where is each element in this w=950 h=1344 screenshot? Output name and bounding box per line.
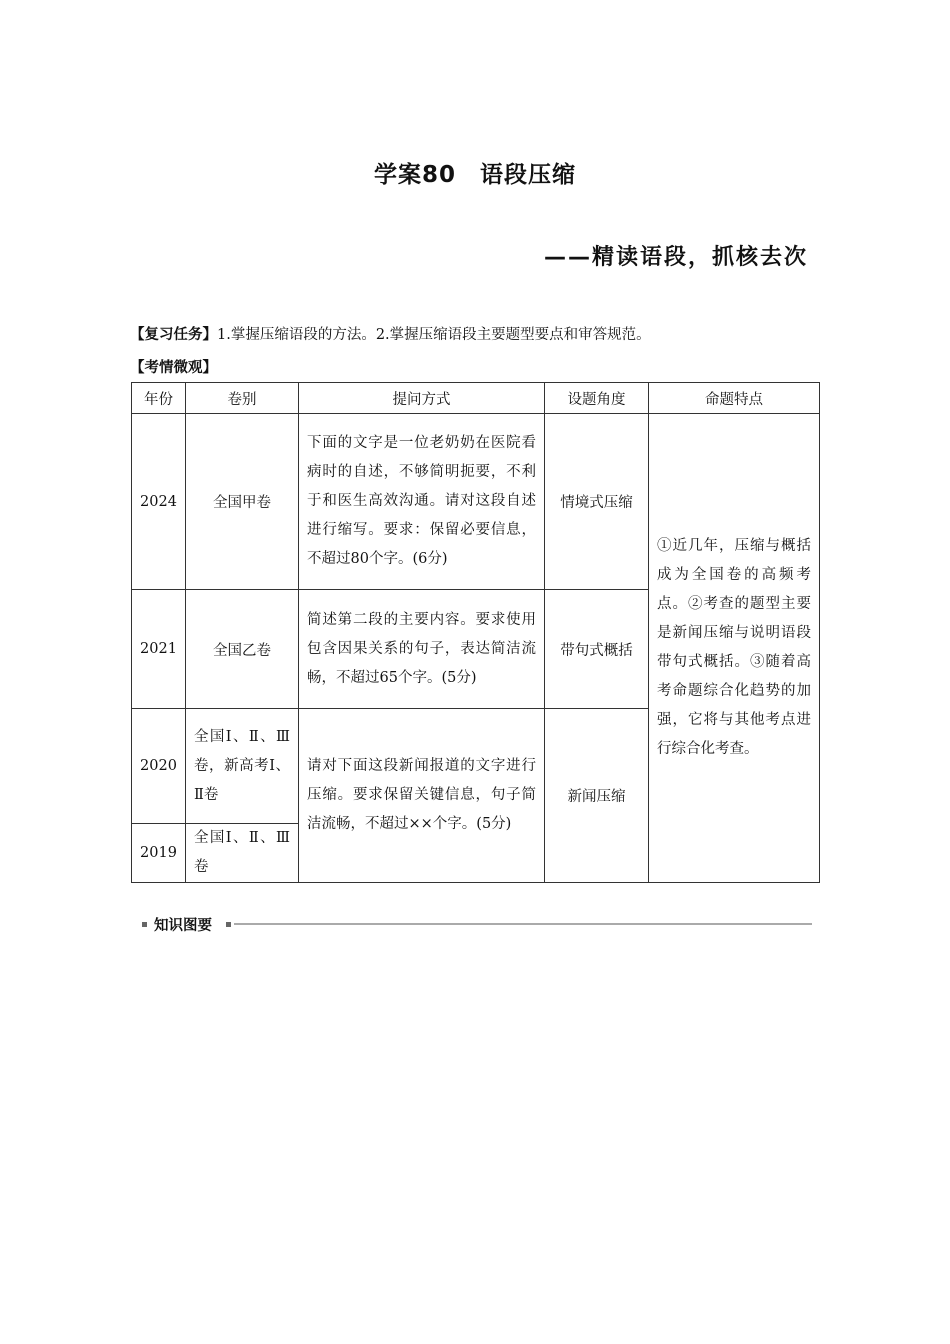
features-cell: ①近几年，压缩与概括成为全国卷的高频考点。②考查的题型主要是新闻压缩与说明语段带句式概括。③随着高考命题综合化趋势的加强，它将与其他考点进行综合化考查。 [649,414,820,883]
angle-cell: 情境式压缩 [545,414,649,590]
divider-line [234,923,812,925]
year-cell: 2024 [132,414,186,590]
angle-cell: 带句式概括 [545,590,649,709]
review-task-label: 【复习任务】 [130,327,217,343]
question-cell: 下面的文字是一位老奶奶在医院看病时的自述，不够简明扼要，不利于和医生高效沟通。请对这段自述进行缩写。要求：保留必要信息，不超过80个字。(6分) [299,414,545,590]
header-year: 年份 [132,383,186,414]
header-paper: 卷别 [186,383,299,414]
review-task [130,325,651,345]
review-task-text: 1.掌握压缩语段的方法。2.掌握压缩语段主要题型要点和审答规范。 [217,327,651,343]
paper-cell: 全国Ⅰ、Ⅱ、Ⅲ卷，新高考Ⅰ、Ⅱ卷 [186,709,299,824]
page-subtitle: ——精读语段，抓核去次 [543,245,808,270]
header-question: 提问方式 [299,383,545,414]
question-cell: 请对下面这段新闻报道的文字进行压缩。要求保留关键信息，句子简洁流畅，不超过××个字。(5分) [299,709,545,883]
angle-cell: 新闻压缩 [545,709,649,883]
header-features: 命题特点 [649,383,820,414]
paper-cell: 全国Ⅰ、Ⅱ、Ⅲ卷 [186,824,299,883]
knowledge-map-heading [140,914,812,936]
paper-cell: 全国乙卷 [186,590,299,709]
bullet-square-icon [142,922,147,927]
exam-table [131,382,820,883]
exam-overview-label: 【考情微观】 [130,360,217,376]
header-angle: 设题角度 [545,383,649,414]
year-cell: 2020 [132,709,186,824]
question-cell: 简述第二段的主要内容。要求使用包含因果关系的句子，表达简洁流畅，不超过65个字。(5分) [299,590,545,709]
table-header-row [132,383,820,414]
paper-cell: 全国甲卷 [186,414,299,590]
year-cell: 2019 [132,824,186,883]
year-cell: 2021 [132,590,186,709]
table-row [132,414,820,590]
knowledge-map-label: 知识图要 [154,918,212,934]
bullet-square-icon [226,922,231,927]
page-title: 学案80 语段压缩 [373,162,576,188]
